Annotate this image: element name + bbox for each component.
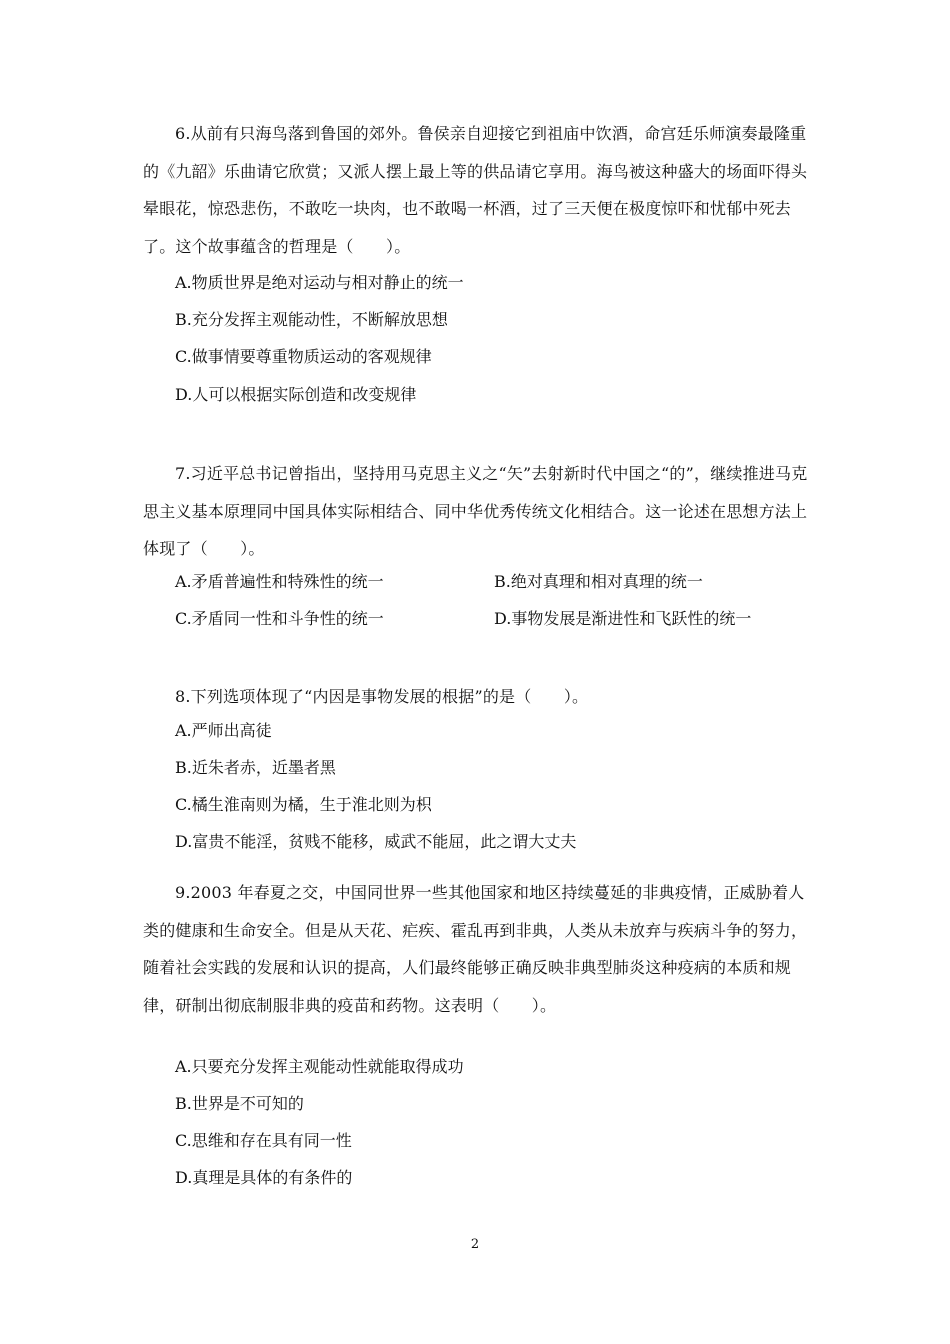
question-stem — [143, 678, 811, 716]
option-c: C.思维和存在具有同一性 — [175, 1131, 352, 1150]
question-number: 6. — [175, 124, 191, 143]
question-stem — [143, 455, 811, 568]
question-6 — [143, 115, 811, 265]
question-text: 从前有只海鸟落到鲁国的郊外。鲁侯亲自迎接它到祖庙中饮酒，命宫廷乐师演奏最隆重的《九韶》乐曲请它欣赏；又派人摆上最上等的供品请它享用。海鸟被这种盛大的场面吓得头晕眼花，惊恐悲伤，不敢吃一块肉，也不敢喝一杯酒，过了三天便在极度惊吓和忧郁中死去了。这个故事蕴含的哲理是（ ）。 — [143, 124, 808, 256]
question-number: 9. — [175, 883, 191, 902]
option-b: B.近朱者赤，近墨者黑 — [175, 758, 336, 777]
question-text: 2003 年春夏之交，中国同世界一些其他国家和地区持续蔓延的非典疫情，正威胁着人类的健康和生命安全。但是从天花、疟疾、霍乱再到非典，人类从未放弃与疾病斗争的努力，随着社会实践的发展和认识的提高，人们最终能够正确反映非典型肺炎这种疫病的本质和规律，研制出彻底制服非典的疫苗和药物。这表明（ ）。 — [143, 883, 808, 1015]
option-d: D.富贵不能淫，贫贱不能移，威武不能屈，此之谓大丈夫 — [175, 832, 577, 851]
question-text: 下列选项体现了“内因是事物发展的根据”的是（ ）。 — [190, 687, 589, 706]
option-a: A.物质世界是绝对运动与相对静止的统一 — [175, 273, 464, 292]
option-d: D.事物发展是渐进性和飞跃性的统一 — [494, 609, 752, 628]
question-text: 习近平总书记曾指出，坚持用马克思主义之“矢”去射新时代中国之“的”，继续推进马克思主义基本原理同中国具体实际相结合、同中华优秀传统文化相结合。这一论述在思想方法上体现了（ ）。 — [143, 464, 808, 558]
option-c: C.做事情要尊重物质运动的客观规律 — [175, 347, 432, 366]
question-number: 7. — [175, 464, 191, 483]
option-b: B.绝对真理和相对真理的统一 — [494, 572, 703, 591]
option-d: D.人可以根据实际创造和改变规律 — [175, 385, 417, 404]
option-d: D.真理是具体的有条件的 — [175, 1168, 353, 1187]
question-stem — [143, 874, 811, 1024]
option-c: C.矛盾同一性和斗争性的统一 — [175, 609, 384, 628]
option-b: B.世界是不可知的 — [175, 1094, 304, 1113]
question-number: 8. — [175, 687, 191, 706]
question-8 — [143, 678, 811, 716]
option-a: A.只要充分发挥主观能动性就能取得成功 — [175, 1057, 464, 1076]
option-a: A.严师出高徒 — [175, 721, 272, 740]
page-number: 2 — [470, 1237, 480, 1252]
question-9 — [143, 874, 811, 1024]
option-c: C.橘生淮南则为橘，生于淮北则为枳 — [175, 795, 432, 814]
option-b: B.充分发挥主观能动性，不断解放思想 — [175, 310, 448, 329]
option-a: A.矛盾普遍性和特殊性的统一 — [175, 572, 384, 591]
question-stem — [143, 115, 811, 265]
question-7 — [143, 455, 811, 568]
